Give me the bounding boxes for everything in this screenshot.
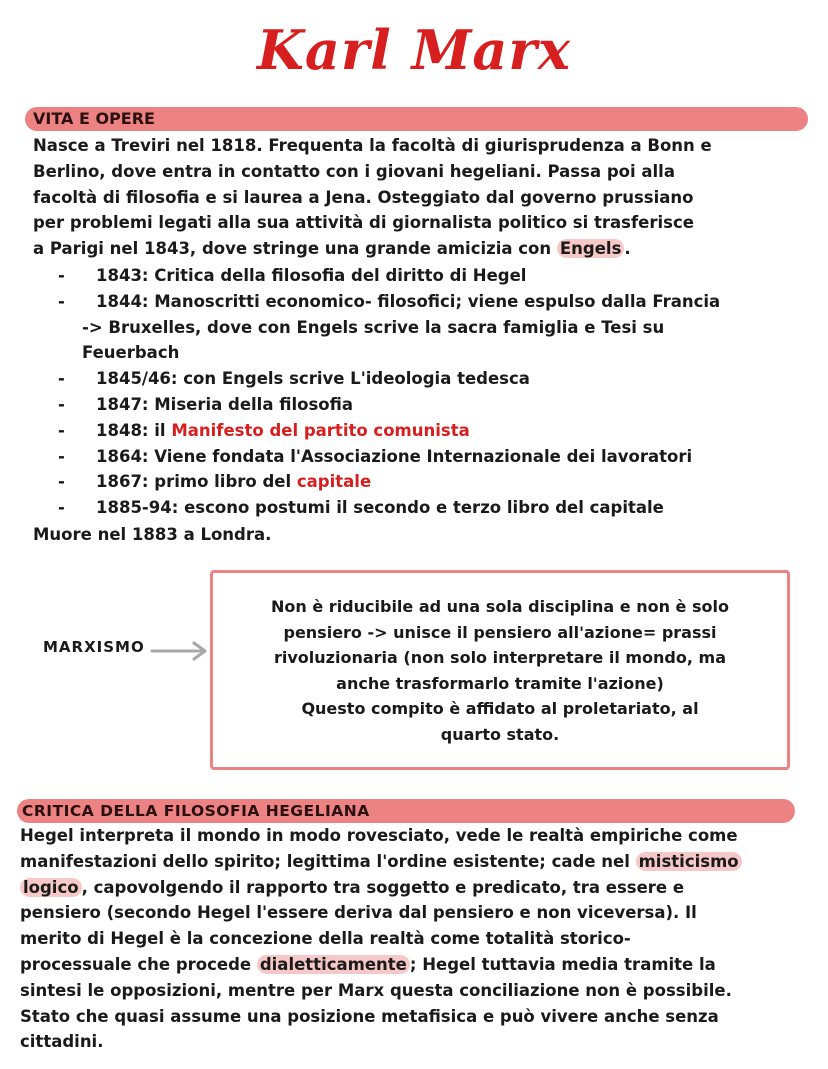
box-line-2: pensiero -> unisce il pensiero all'azione= prassi <box>283 622 717 642</box>
list-item-text <box>96 418 470 444</box>
manifesto-title: Manifesto del partito comunista <box>171 420 470 440</box>
bullet-dash: - <box>58 394 65 414</box>
critica-line-1: Hegel interpreta il mondo in modo rovesciato, vede le realtà empiriche come <box>20 826 738 845</box>
list-item-text <box>96 469 371 495</box>
critica-line-8: Stato che quasi assume una posizione metafisica e può vivere anche senza <box>20 1006 719 1026</box>
critica-line-6-text: processuale che procede <box>20 954 257 974</box>
highlight-engels: Engels <box>557 239 625 258</box>
vita-line-5-text: a Parigi nel 1843, dove stringe una grande amicizia con <box>33 239 557 259</box>
bullet-dash: - <box>58 291 65 311</box>
marxismo-label: MARXISMO <box>43 638 145 656</box>
vita-line-5-end: . <box>624 239 631 259</box>
critica-line-2 <box>20 849 742 875</box>
critica-line-3 <box>20 875 742 901</box>
vita-line-1: Nasce a Treviri nel 1818. Frequenta la facoltà di giurisprudenza a Bonn e <box>33 136 712 155</box>
bullet-dash: - <box>58 266 65 285</box>
critica-paragraph <box>20 823 742 1055</box>
box-line-4: anche trasformarlo tramite l'azione) <box>336 673 664 693</box>
box-line-3: rivoluzionaria (non solo interpretare il mondo, ma <box>274 648 726 667</box>
critica-line-2-text: manifestazioni dello spirito; legittima l'ordine esistente; cade nel <box>20 851 636 871</box>
marxismo-box-text <box>214 594 786 747</box>
bullet-dash: - <box>58 446 65 466</box>
box-line-5: Questo compito è affidato al proletariato, al <box>301 699 699 718</box>
list-item-text: 1843: Critica della filosofia del diritto di Hegel <box>96 266 527 285</box>
vita-line-5 <box>33 236 712 262</box>
bullet-dash: - <box>58 472 65 492</box>
vita-line-4: per problemi legati alla sua attività di giornalista politico si trasferisce <box>33 213 694 233</box>
box-line-1: Non è riducibile ad una sola disciplina e non è solo <box>271 597 729 616</box>
list-item-text: -> Bruxelles, dove con Engels scrive la sacra famiglia e Tesi su <box>82 317 665 337</box>
bullet-dash: - <box>58 369 65 389</box>
critica-line-6-end: ; Hegel tuttavia media tramite la <box>409 954 716 974</box>
highlight-misticismo: misticismo <box>636 852 742 871</box>
list-item-text: Feuerbach <box>82 343 180 363</box>
list-item-prefix: 1848: il <box>96 420 172 440</box>
list-item-text: 1847: Miseria della filosofia <box>96 394 353 414</box>
section-heading-critica: CRITICA DELLA FILOSOFIA HEGELIANA <box>22 802 370 820</box>
list-item-text: 1885-94: escono postumi il secondo e terzo libro del capitale <box>96 498 664 518</box>
vita-paragraph <box>33 133 712 262</box>
critica-line-3-text: , capovolgendo il rapporto tra soggetto e predicato, tra essere e <box>81 877 685 897</box>
bullet-dash: - <box>58 498 65 518</box>
critica-line-5: merito di Hegel è la concezione della realtà come totalità storico- <box>20 929 631 949</box>
critica-line-6 <box>20 952 742 978</box>
list-item-text: 1845/46: con Engels scrive L'ideologia tedesca <box>96 369 530 389</box>
list-item-prefix: 1867: primo libro del <box>96 472 297 492</box>
vita-line-3: facoltà di filosofia e si laurea a Jena. Osteggiato dal governo prussiano <box>33 187 694 207</box>
list-item-text: 1844: Manoscritti economico- filosofici; viene espulso dalla Francia <box>96 291 721 311</box>
highlight-dialetticamente: dialetticamente <box>257 955 410 974</box>
list-item-text: 1864: Viene fondata l'Associazione Internazionale dei lavoratori <box>96 446 693 466</box>
section-heading-vita: VITA E OPERE <box>33 109 155 128</box>
page-title: Karl Marx <box>256 18 572 82</box>
box-line-6: quarto stato. <box>440 724 560 744</box>
capitale-title: capitale <box>296 472 372 492</box>
bullet-dash: - <box>58 420 65 440</box>
vita-line-2: Berlino, dove entra in contatto con i giovani hegeliani. Passa poi alla <box>33 161 675 181</box>
critica-line-4: pensiero (secondo Hegel l'essere deriva dal pensiero e non viceversa). Il <box>20 903 697 923</box>
arrow-right-icon <box>150 640 210 662</box>
highlight-logico: logico <box>20 878 82 897</box>
critica-line-9: cittadini. <box>20 1032 104 1052</box>
death-line: Muore nel 1883 a Londra. <box>33 525 272 544</box>
critica-line-7: sintesi le opposizioni, mentre per Marx questa conciliazione non è possibile. <box>20 980 732 1000</box>
